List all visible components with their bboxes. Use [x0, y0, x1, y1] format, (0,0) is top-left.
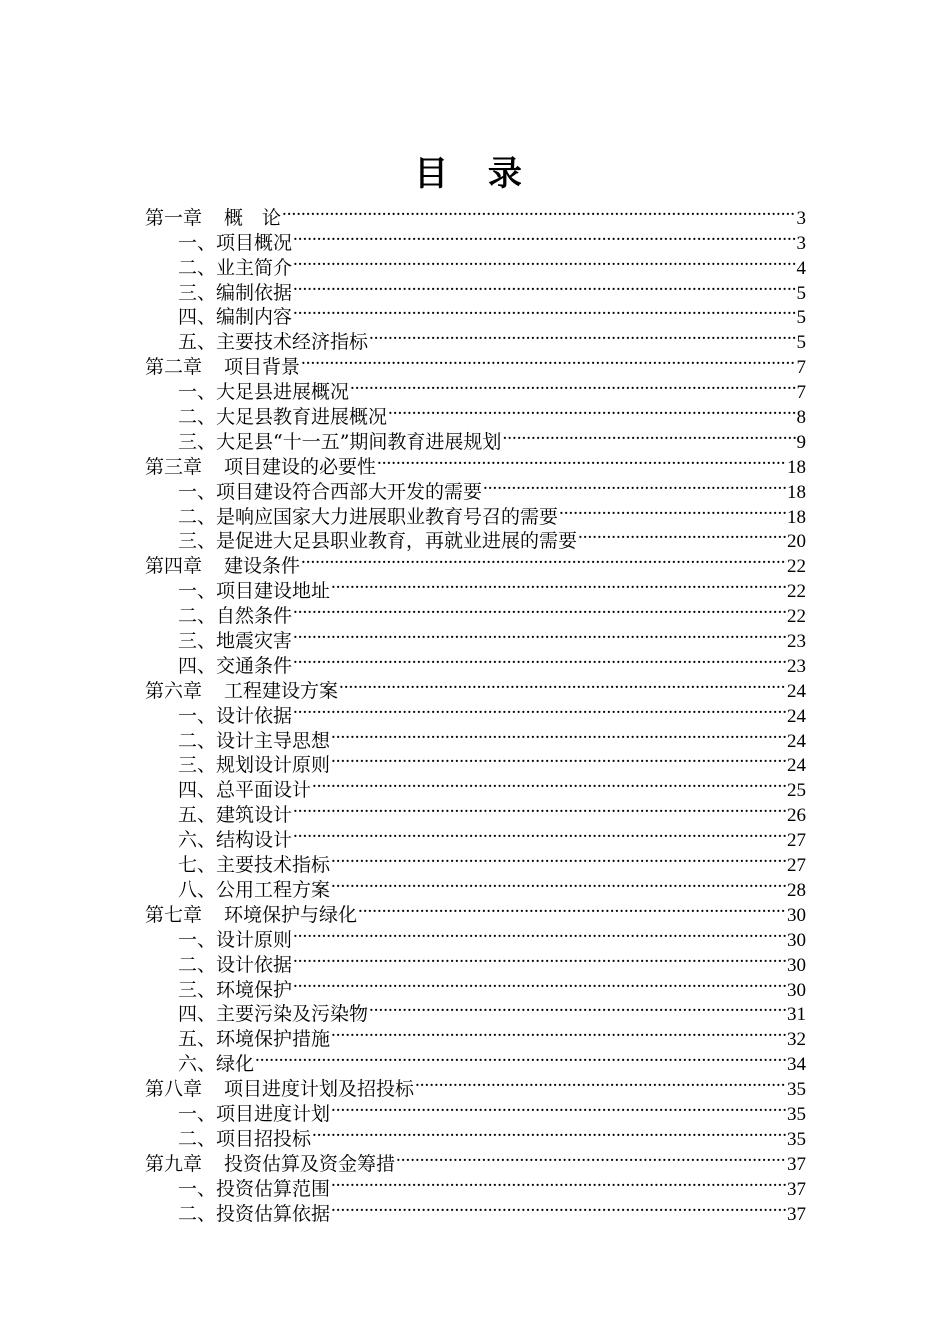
toc-page-number: 5	[796, 332, 806, 354]
toc-chapter-label: 建设条件	[224, 555, 301, 578]
toc-dot-leader	[301, 348, 795, 373]
toc-dot-leader	[255, 1045, 786, 1070]
toc-page-number: 24	[787, 705, 806, 727]
toc-entry-title: 五、环境保护措施	[178, 1028, 331, 1051]
toc-dot-leader	[331, 1095, 786, 1120]
toc-page-number: 22	[787, 606, 806, 628]
toc-entry-title: 五、主要技术经济指标	[178, 331, 369, 354]
toc-title: 目 录	[414, 154, 536, 194]
toc-page-number: 32	[787, 1029, 806, 1051]
toc-page-number: 35	[787, 1128, 806, 1150]
toc-page-number: 24	[787, 680, 806, 702]
toc-entry-title: 一、项目概况	[178, 231, 293, 254]
toc-page-number: 24	[787, 755, 806, 777]
toc-entry-title: 三、环境保护	[178, 978, 293, 1001]
toc-dot-leader	[358, 896, 786, 921]
toc-dot-leader	[293, 597, 786, 622]
toc-entry-title: 四、主要污染及污染物	[178, 1003, 369, 1026]
toc-entry-title: 二、投资估算依据	[178, 1202, 331, 1225]
toc-entry-title: 二、设计依据	[178, 953, 293, 976]
toc-chapter-number: 第六章	[145, 679, 203, 702]
toc-chapter-label: 项目进度计划及招投标	[224, 1078, 415, 1101]
toc-entry-title: 六、绿化	[178, 1053, 255, 1076]
toc-chapter-label: 项目建设的必要性	[224, 455, 377, 478]
toc-dot-leader	[293, 921, 786, 946]
toc-dot-leader	[301, 547, 786, 572]
toc-entry-title: 六、结构设计	[178, 829, 293, 852]
toc-page-number: 37	[787, 1178, 806, 1200]
toc-dot-leader	[331, 1020, 786, 1045]
toc-page-number: 28	[787, 879, 806, 901]
toc-dot-leader	[388, 398, 795, 423]
toc-page-number: 31	[787, 1004, 806, 1026]
toc-dot-leader	[293, 249, 795, 274]
toc-entry-title	[145, 206, 281, 231]
toc-page-number: 23	[787, 655, 806, 677]
toc-page-number: 5	[796, 282, 806, 304]
toc-page-number: 27	[787, 855, 806, 877]
toc-dot-leader	[293, 622, 786, 647]
toc-entry-title: 三、地震灾害	[178, 630, 293, 653]
toc-page-number: 37	[787, 1203, 806, 1225]
toc-page-number: 5	[796, 307, 806, 329]
toc-dot-leader	[502, 423, 795, 448]
toc-dot-leader	[415, 1070, 786, 1095]
toc-page-number: 27	[787, 830, 806, 852]
toc-page-number: 35	[787, 1079, 806, 1101]
toc-entry-title: 三、是促进大足县职业教育，再就业进展的需要	[178, 530, 578, 553]
toc-page-number: 22	[787, 581, 806, 603]
toc-dot-leader	[331, 722, 786, 747]
toc-entry-title: 四、交通条件	[178, 654, 293, 677]
toc-dot-leader	[396, 1145, 786, 1170]
toc-dot-leader	[578, 523, 786, 548]
toc-entry-title: 二、是响应国家大力进展职业教育号召的需要	[178, 505, 559, 528]
toc-chapter-label: 概 论	[224, 206, 282, 229]
toc-entry-title: 七、主要技术指标	[178, 854, 331, 877]
toc-dot-leader	[331, 572, 786, 597]
toc-chapter-label: 环境保护与绿化	[224, 903, 358, 926]
toc-entry-title: 一、项目建设地址	[178, 580, 331, 603]
toc-chapter-label: 项目背景	[224, 356, 301, 379]
toc-page-number: 30	[787, 954, 806, 976]
toc-chapter-number: 第一章	[145, 206, 203, 229]
toc-page-number: 18	[787, 506, 806, 528]
toc-page-number: 8	[796, 407, 806, 429]
toc-dot-leader	[331, 846, 786, 871]
toc-dot-leader	[312, 1120, 786, 1145]
toc-page-number: 7	[796, 357, 806, 379]
toc-page-number: 9	[796, 431, 806, 453]
toc-dot-leader	[377, 448, 786, 473]
toc-dot-leader	[293, 971, 786, 996]
toc-dot-leader	[293, 946, 786, 971]
toc-entry-title: 一、大足县进展概况	[178, 381, 350, 404]
toc-dot-leader	[293, 796, 786, 821]
toc-entry-title: 二、自然条件	[178, 605, 293, 628]
toc-page-number: 20	[787, 531, 806, 553]
toc-chapter-label: 工程建设方案	[224, 679, 339, 702]
toc-entry-title: 一、项目建设符合西部大开发的需要	[178, 480, 483, 503]
toc-entry-title: 四、编制内容	[178, 306, 293, 329]
toc-entry-title	[145, 355, 300, 380]
toc-page-number: 4	[796, 257, 806, 279]
toc-page-number: 3	[796, 232, 806, 254]
toc-chapter-number: 第三章	[145, 455, 203, 478]
toc-chapter-entry[interactable]	[145, 199, 806, 229]
toc-chapter-number: 第八章	[145, 1078, 203, 1101]
toc-page-number: 7	[796, 382, 806, 404]
toc-page-number: 35	[787, 1103, 806, 1125]
toc-dot-leader	[293, 274, 795, 299]
toc-entry-title: 二、业主简介	[178, 256, 293, 279]
toc-chapter-number: 第七章	[145, 903, 203, 926]
toc-dot-leader	[331, 747, 786, 772]
toc-chapter-number: 第九章	[145, 1152, 203, 1175]
toc-page-number: 22	[787, 556, 806, 578]
toc-page-number: 23	[787, 631, 806, 653]
toc-entry-title: 二、项目招投标	[178, 1127, 312, 1150]
toc-entry-title: 三、规划设计原则	[178, 754, 331, 777]
toc-dot-leader	[312, 771, 786, 796]
toc-dot-leader	[293, 697, 786, 722]
toc-entry-title: 二、设计主导思想	[178, 729, 331, 752]
toc-dot-leader	[293, 647, 786, 672]
toc-dot-leader	[369, 996, 786, 1021]
toc-page-number: 26	[787, 805, 806, 827]
toc-chapter-number: 第四章	[145, 555, 203, 578]
toc-entry-title: 三、大足县“十一五”期间教育进展规划	[178, 430, 502, 453]
toc-page-number: 37	[787, 1153, 806, 1175]
toc-entry-title	[145, 455, 376, 480]
toc-entry-title: 一、设计依据	[178, 704, 293, 727]
toc-page-number: 25	[787, 780, 806, 802]
toc-dot-leader	[331, 1195, 786, 1220]
toc-page-number: 18	[787, 481, 806, 503]
toc-dot-leader	[483, 473, 786, 498]
toc-entry-title	[145, 554, 300, 579]
toc-dot-leader	[293, 224, 795, 249]
toc-page-number: 34	[787, 1054, 806, 1076]
toc-chapter-number: 第二章	[145, 356, 203, 379]
toc-dot-leader	[293, 299, 795, 324]
toc-dot-leader	[369, 323, 795, 348]
toc-chapter-label: 投资估算及资金筹措	[224, 1152, 396, 1175]
toc-page-number: 30	[787, 979, 806, 1001]
toc-list	[145, 199, 806, 1225]
toc-dot-leader	[339, 672, 786, 697]
toc-dot-leader	[282, 199, 795, 224]
toc-entry-title: 一、设计原则	[178, 928, 293, 951]
toc-dot-leader	[293, 821, 786, 846]
toc-page-number: 30	[787, 904, 806, 926]
toc-entry-title: 四、总平面设计	[178, 779, 312, 802]
toc-dot-leader	[331, 1170, 786, 1195]
toc-page-number: 18	[787, 456, 806, 478]
toc-entry-title: 五、建筑设计	[178, 804, 293, 827]
toc-page-number: 3	[796, 207, 806, 229]
toc-entry-title: 一、投资估算范围	[178, 1177, 331, 1200]
toc-dot-leader	[559, 498, 786, 523]
toc-page-number: 24	[787, 730, 806, 752]
toc-entry-title: 二、大足县教育进展概况	[178, 406, 388, 429]
toc-dot-leader	[350, 373, 795, 398]
toc-dot-leader	[331, 871, 786, 896]
toc-entry-title: 八、公用工程方案	[178, 878, 331, 901]
toc-page-number: 30	[787, 929, 806, 951]
toc-entry-title: 三、编制依据	[178, 281, 293, 304]
toc-entry-title: 一、项目进度计划	[178, 1102, 331, 1125]
